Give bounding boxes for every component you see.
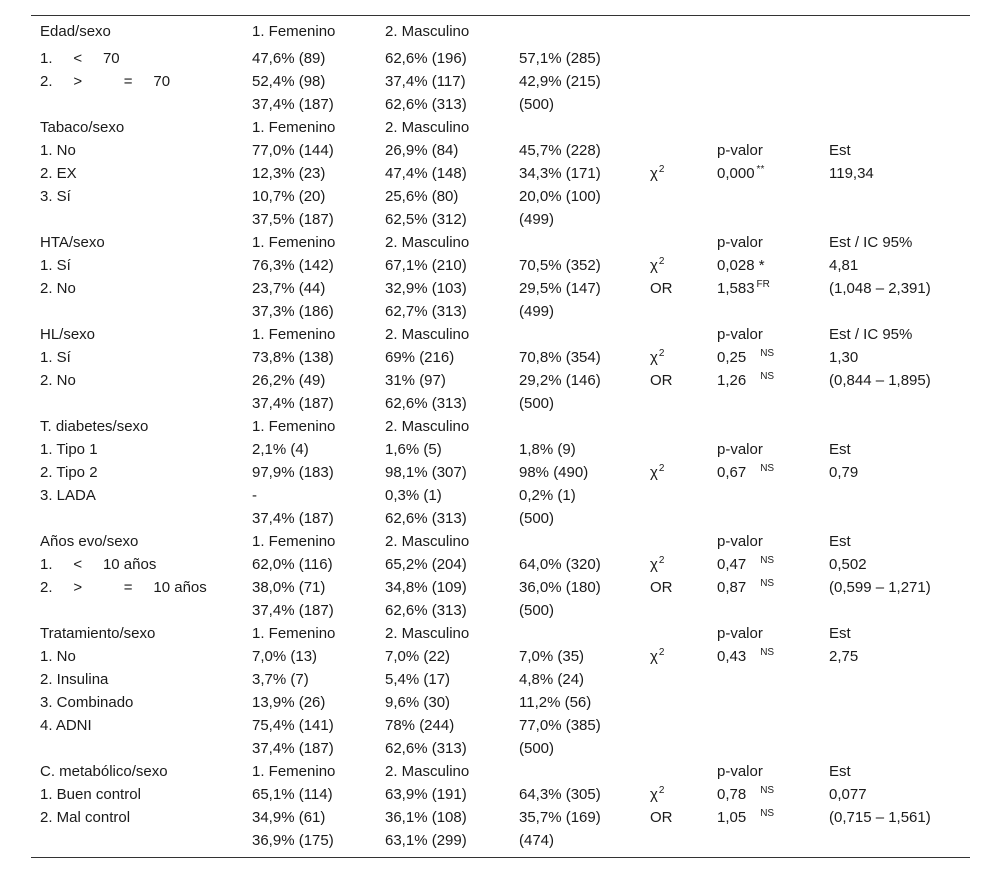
female-cell: 73,8% (138) bbox=[252, 349, 334, 366]
table-row bbox=[40, 139, 970, 162]
significance-mark: NS bbox=[760, 578, 775, 589]
p-value: 1,26 bbox=[717, 372, 747, 389]
chi-symbol: χ bbox=[650, 786, 658, 803]
male-cell: 62,6% (313) bbox=[385, 96, 467, 113]
table-row bbox=[40, 93, 970, 116]
row-label: HTA/sexo bbox=[40, 234, 105, 251]
row-label: 4. ADNI bbox=[40, 717, 92, 734]
table-row bbox=[40, 622, 970, 645]
total-cell: 98% (490) bbox=[519, 464, 589, 481]
male-cell: 2. Masculino bbox=[385, 23, 470, 40]
female-cell: 10,7% (20) bbox=[252, 188, 326, 205]
table-row bbox=[40, 438, 970, 461]
test-cell bbox=[650, 783, 664, 806]
table-row bbox=[40, 806, 970, 829]
estimate-cell: Est bbox=[829, 625, 851, 642]
male-cell: 37,4% (117) bbox=[385, 73, 466, 90]
estimate-cell: Est / IC 95% bbox=[829, 234, 913, 251]
female-cell: 1. Femenino bbox=[252, 23, 336, 40]
chi-square-exponent: 2 bbox=[658, 785, 665, 796]
row-label: 2. > = 70 bbox=[40, 73, 171, 90]
female-cell: 38,0% (71) bbox=[252, 579, 326, 596]
p-value: p-valor bbox=[717, 142, 763, 159]
chi-symbol: χ bbox=[650, 556, 658, 573]
male-cell: 62,6% (313) bbox=[385, 740, 467, 757]
row-label: Tratamiento/sexo bbox=[40, 625, 156, 642]
p-value: 0,67 bbox=[717, 464, 747, 481]
p-value-cell bbox=[717, 369, 774, 392]
p-value: 1,05 bbox=[717, 809, 747, 826]
p-value: p-valor bbox=[717, 326, 763, 343]
p-value: p-valor bbox=[717, 625, 763, 642]
row-label: T. diabetes/sexo bbox=[40, 418, 149, 435]
male-cell: 1,6% (5) bbox=[385, 441, 442, 458]
total-cell: 77,0% (385) bbox=[519, 717, 601, 734]
row-label: Tabaco/sexo bbox=[40, 119, 125, 136]
female-cell: 1. Femenino bbox=[252, 625, 336, 642]
estimate-cell: Est bbox=[829, 142, 851, 159]
p-value-cell bbox=[717, 323, 763, 346]
total-cell: 20,0% (100) bbox=[519, 188, 601, 205]
total-cell: 64,3% (305) bbox=[519, 786, 601, 803]
row-label: 1. Sí bbox=[40, 257, 71, 274]
male-cell: 47,4% (148) bbox=[385, 165, 467, 182]
male-cell: 0,3% (1) bbox=[385, 487, 442, 504]
p-value: 0,87 bbox=[717, 579, 747, 596]
female-cell: 37,4% (187) bbox=[252, 740, 334, 757]
table-row bbox=[40, 760, 970, 783]
chi-square-exponent: 2 bbox=[658, 348, 665, 359]
female-cell: 37,4% (187) bbox=[252, 602, 334, 619]
female-cell: 36,9% (175) bbox=[252, 832, 334, 849]
p-value: 0,78 bbox=[717, 786, 747, 803]
significance-mark: NS bbox=[760, 808, 775, 819]
female-cell: 37,4% (187) bbox=[252, 510, 334, 527]
male-cell: 36,1% (108) bbox=[385, 809, 467, 826]
female-cell: 3,7% (7) bbox=[252, 671, 309, 688]
male-cell: 9,6% (30) bbox=[385, 694, 451, 711]
p-value-cell bbox=[717, 622, 763, 645]
male-cell: 7,0% (22) bbox=[385, 648, 451, 665]
estimate-cell: 0,077 bbox=[829, 786, 867, 803]
male-cell: 67,1% (210) bbox=[385, 257, 467, 274]
table-row bbox=[40, 185, 970, 208]
male-cell: 2. Masculino bbox=[385, 326, 470, 343]
estimate-cell: 4,81 bbox=[829, 257, 859, 274]
female-cell: 26,2% (49) bbox=[252, 372, 326, 389]
total-cell: 42,9% (215) bbox=[519, 73, 601, 90]
table-row bbox=[40, 484, 970, 507]
table-row bbox=[40, 691, 970, 714]
chi-symbol: χ bbox=[650, 464, 658, 481]
female-cell: 47,6% (89) bbox=[252, 50, 326, 67]
female-cell: 62,0% (116) bbox=[252, 556, 333, 573]
test-cell bbox=[650, 645, 664, 668]
total-cell: 64,0% (320) bbox=[519, 556, 601, 573]
row-label: 1. < 70 bbox=[40, 50, 120, 67]
table-row bbox=[40, 415, 970, 438]
male-cell: 62,6% (313) bbox=[385, 602, 467, 619]
row-label: 2. No bbox=[40, 280, 76, 297]
bottom-rule bbox=[31, 857, 970, 858]
table-row bbox=[40, 70, 970, 93]
total-cell: 35,7% (169) bbox=[519, 809, 601, 826]
row-label: Años evo/sexo bbox=[40, 533, 139, 550]
table-row bbox=[40, 47, 970, 70]
p-value: p-valor bbox=[717, 763, 763, 780]
row-label: 1. Sí bbox=[40, 349, 71, 366]
male-cell: 2. Masculino bbox=[385, 234, 470, 251]
significance-mark: NS bbox=[760, 555, 775, 566]
female-cell: 1. Femenino bbox=[252, 326, 336, 343]
male-cell: 65,2% (204) bbox=[385, 556, 467, 573]
significance-mark: NS bbox=[760, 785, 775, 796]
table-row bbox=[40, 346, 970, 369]
male-cell: 62,6% (313) bbox=[385, 395, 467, 412]
total-cell: 11,2% (56) bbox=[519, 694, 592, 711]
table-row bbox=[40, 392, 970, 415]
p-value-cell bbox=[717, 438, 763, 461]
estimate-cell: 1,30 bbox=[829, 349, 859, 366]
total-cell: (500) bbox=[519, 602, 555, 619]
row-label: 3. LADA bbox=[40, 487, 96, 504]
chi-square-exponent: 2 bbox=[658, 555, 665, 566]
male-cell: 78% (244) bbox=[385, 717, 455, 734]
p-value-cell bbox=[717, 162, 764, 185]
female-cell: 1. Femenino bbox=[252, 763, 336, 780]
total-cell: 45,7% (228) bbox=[519, 142, 601, 159]
table-row bbox=[40, 300, 970, 323]
chi-square-exponent: 2 bbox=[658, 463, 665, 474]
male-cell: 2. Masculino bbox=[385, 763, 470, 780]
male-cell: 63,9% (191) bbox=[385, 786, 467, 803]
p-value: 1,583 bbox=[717, 280, 755, 297]
female-cell: 1. Femenino bbox=[252, 119, 336, 136]
male-cell: 26,9% (84) bbox=[385, 142, 459, 159]
female-cell: 1. Femenino bbox=[252, 234, 336, 251]
row-label: 1. No bbox=[40, 142, 76, 159]
total-cell: (499) bbox=[519, 211, 555, 228]
p-value-cell bbox=[717, 576, 774, 599]
table-row bbox=[40, 599, 970, 622]
female-cell: 65,1% (114) bbox=[252, 786, 333, 803]
male-cell: 34,8% (109) bbox=[385, 579, 467, 596]
female-cell: 75,4% (141) bbox=[252, 717, 334, 734]
table-row bbox=[40, 323, 970, 346]
female-cell: 37,3% (186) bbox=[252, 303, 334, 320]
male-cell: 5,4% (17) bbox=[385, 671, 451, 688]
total-cell: 29,2% (146) bbox=[519, 372, 601, 389]
estimate-cell: 119,34 bbox=[829, 165, 874, 182]
estimate-cell: 2,75 bbox=[829, 648, 859, 665]
total-cell: (500) bbox=[519, 96, 555, 113]
male-cell: 69% (216) bbox=[385, 349, 455, 366]
p-value-cell bbox=[717, 346, 774, 369]
female-cell: 76,3% (142) bbox=[252, 257, 334, 274]
significance-mark: NS bbox=[760, 647, 775, 658]
female-cell: 13,9% (26) bbox=[252, 694, 326, 711]
significance-mark: FR bbox=[756, 279, 770, 290]
table-row bbox=[40, 369, 970, 392]
top-rule bbox=[31, 15, 970, 16]
chi-symbol: χ bbox=[650, 165, 658, 182]
row-label: 2. EX bbox=[40, 165, 77, 182]
estimate-cell: (0,599 – 1,271) bbox=[829, 579, 931, 596]
total-cell: 36,0% (180) bbox=[519, 579, 601, 596]
p-value-cell bbox=[717, 645, 774, 668]
male-cell: 62,6% (313) bbox=[385, 510, 467, 527]
p-value-cell bbox=[717, 783, 774, 806]
estimate-cell: 0,502 bbox=[829, 556, 867, 573]
male-cell: 98,1% (307) bbox=[385, 464, 467, 481]
total-cell: 70,8% (354) bbox=[519, 349, 601, 366]
row-label: 1. No bbox=[40, 648, 76, 665]
table-row bbox=[40, 254, 970, 277]
test-cell bbox=[650, 553, 664, 576]
p-value-cell bbox=[717, 530, 763, 553]
test-cell: OR bbox=[650, 280, 673, 297]
total-cell: (499) bbox=[519, 303, 555, 320]
p-value: 0,47 bbox=[717, 556, 747, 573]
row-label: 3. Sí bbox=[40, 188, 71, 205]
chi-square-exponent: 2 bbox=[658, 164, 665, 175]
row-label: 1. Buen control bbox=[40, 786, 141, 803]
total-cell: 34,3% (171) bbox=[519, 165, 601, 182]
total-cell: (500) bbox=[519, 510, 555, 527]
p-value-cell bbox=[717, 806, 774, 829]
female-cell: 2,1% (4) bbox=[252, 441, 309, 458]
row-label: 1. Tipo 1 bbox=[40, 441, 98, 458]
total-cell: 1,8% (9) bbox=[519, 441, 576, 458]
female-cell: 1. Femenino bbox=[252, 533, 336, 550]
row-label: 2. Mal control bbox=[40, 809, 131, 826]
table-row bbox=[40, 507, 970, 530]
table-row bbox=[40, 714, 970, 737]
female-cell: 37,4% (187) bbox=[252, 96, 334, 113]
table-row bbox=[40, 208, 970, 231]
row-label: HL/sexo bbox=[40, 326, 96, 343]
p-value-cell bbox=[717, 760, 763, 783]
p-value: p-valor bbox=[717, 441, 763, 458]
female-cell: 77,0% (144) bbox=[252, 142, 334, 159]
significance-mark: ** bbox=[756, 164, 765, 175]
male-cell: 25,6% (80) bbox=[385, 188, 459, 205]
total-cell: 70,5% (352) bbox=[519, 257, 601, 274]
row-label: C. metabólico/sexo bbox=[40, 763, 168, 780]
female-cell: - bbox=[252, 487, 257, 504]
row-label: 3. Combinado bbox=[40, 694, 134, 711]
p-value: 0,000 bbox=[717, 165, 755, 182]
row-label: 2. > = 10 años bbox=[40, 579, 207, 596]
male-cell: 2. Masculino bbox=[385, 418, 470, 435]
p-value: p-valor bbox=[717, 234, 763, 251]
table-row bbox=[40, 116, 970, 139]
estimate-cell: Est bbox=[829, 763, 851, 780]
total-cell: 7,0% (35) bbox=[519, 648, 585, 665]
table-row bbox=[40, 162, 970, 185]
male-cell: 2. Masculino bbox=[385, 625, 470, 642]
total-cell: (474) bbox=[519, 832, 555, 849]
male-cell: 62,6% (196) bbox=[385, 50, 467, 67]
male-cell: 2. Masculino bbox=[385, 119, 470, 136]
p-value-cell bbox=[717, 277, 770, 300]
p-value: 0,43 bbox=[717, 648, 747, 665]
estimate-cell: (1,048 – 2,391) bbox=[829, 280, 931, 297]
total-cell: 29,5% (147) bbox=[519, 280, 601, 297]
female-cell: 37,5% (187) bbox=[252, 211, 334, 228]
table-row bbox=[40, 461, 970, 484]
chi-symbol: χ bbox=[650, 257, 658, 274]
table-row bbox=[40, 645, 970, 668]
chi-symbol: χ bbox=[650, 349, 658, 366]
male-cell: 62,7% (313) bbox=[385, 303, 467, 320]
estimate-cell: (0,715 – 1,561) bbox=[829, 809, 931, 826]
p-value: 0,028 * bbox=[717, 257, 765, 274]
table-row bbox=[40, 530, 970, 553]
p-value: 0,25 bbox=[717, 349, 747, 366]
row-label: 2. Insulina bbox=[40, 671, 109, 688]
chi-symbol: χ bbox=[650, 648, 658, 665]
total-cell: 4,8% (24) bbox=[519, 671, 585, 688]
table-row bbox=[40, 277, 970, 300]
table-row bbox=[40, 668, 970, 691]
female-cell: 97,9% (183) bbox=[252, 464, 334, 481]
row-label: 1. < 10 años bbox=[40, 556, 157, 573]
p-value-cell bbox=[717, 139, 763, 162]
p-value-cell bbox=[717, 254, 765, 277]
table-row bbox=[40, 553, 970, 576]
row-label: Edad/sexo bbox=[40, 23, 111, 40]
female-cell: 52,4% (98) bbox=[252, 73, 326, 90]
estimate-cell: (0,844 – 1,895) bbox=[829, 372, 931, 389]
test-cell: OR bbox=[650, 579, 673, 596]
female-cell: 23,7% (44) bbox=[252, 280, 326, 297]
test-cell bbox=[650, 162, 664, 185]
table-row bbox=[40, 20, 970, 43]
male-cell: 32,9% (103) bbox=[385, 280, 467, 297]
test-cell: OR bbox=[650, 372, 673, 389]
test-cell bbox=[650, 254, 664, 277]
table-row bbox=[40, 783, 970, 806]
male-cell: 63,1% (299) bbox=[385, 832, 467, 849]
p-value-cell bbox=[717, 461, 774, 484]
table-row bbox=[40, 576, 970, 599]
chi-square-exponent: 2 bbox=[658, 647, 665, 658]
test-cell bbox=[650, 461, 664, 484]
total-cell: (500) bbox=[519, 740, 555, 757]
row-label: 2. Tipo 2 bbox=[40, 464, 98, 481]
table-row bbox=[40, 829, 970, 852]
table-row bbox=[40, 231, 970, 254]
p-value: p-valor bbox=[717, 533, 763, 550]
female-cell: 37,4% (187) bbox=[252, 395, 334, 412]
p-value-cell bbox=[717, 553, 774, 576]
chi-square-exponent: 2 bbox=[658, 256, 665, 267]
male-cell: 2. Masculino bbox=[385, 533, 470, 550]
estimate-cell: Est bbox=[829, 441, 851, 458]
total-cell: (500) bbox=[519, 395, 555, 412]
female-cell: 12,3% (23) bbox=[252, 165, 326, 182]
female-cell: 34,9% (61) bbox=[252, 809, 326, 826]
estimate-cell: Est bbox=[829, 533, 851, 550]
total-cell: 0,2% (1) bbox=[519, 487, 576, 504]
table-row bbox=[40, 737, 970, 760]
row-label: 2. No bbox=[40, 372, 76, 389]
male-cell: 62,5% (312) bbox=[385, 211, 467, 228]
male-cell: 31% (97) bbox=[385, 372, 446, 389]
total-cell: 57,1% (285) bbox=[519, 50, 601, 67]
estimate-cell: 0,79 bbox=[829, 464, 859, 481]
test-cell bbox=[650, 346, 664, 369]
female-cell: 1. Femenino bbox=[252, 418, 336, 435]
significance-mark: NS bbox=[760, 371, 775, 382]
female-cell: 7,0% (13) bbox=[252, 648, 318, 665]
estimate-cell: Est / IC 95% bbox=[829, 326, 913, 343]
p-value-cell bbox=[717, 231, 763, 254]
significance-mark: NS bbox=[760, 463, 775, 474]
significance-mark: NS bbox=[760, 348, 775, 359]
test-cell: OR bbox=[650, 809, 673, 826]
